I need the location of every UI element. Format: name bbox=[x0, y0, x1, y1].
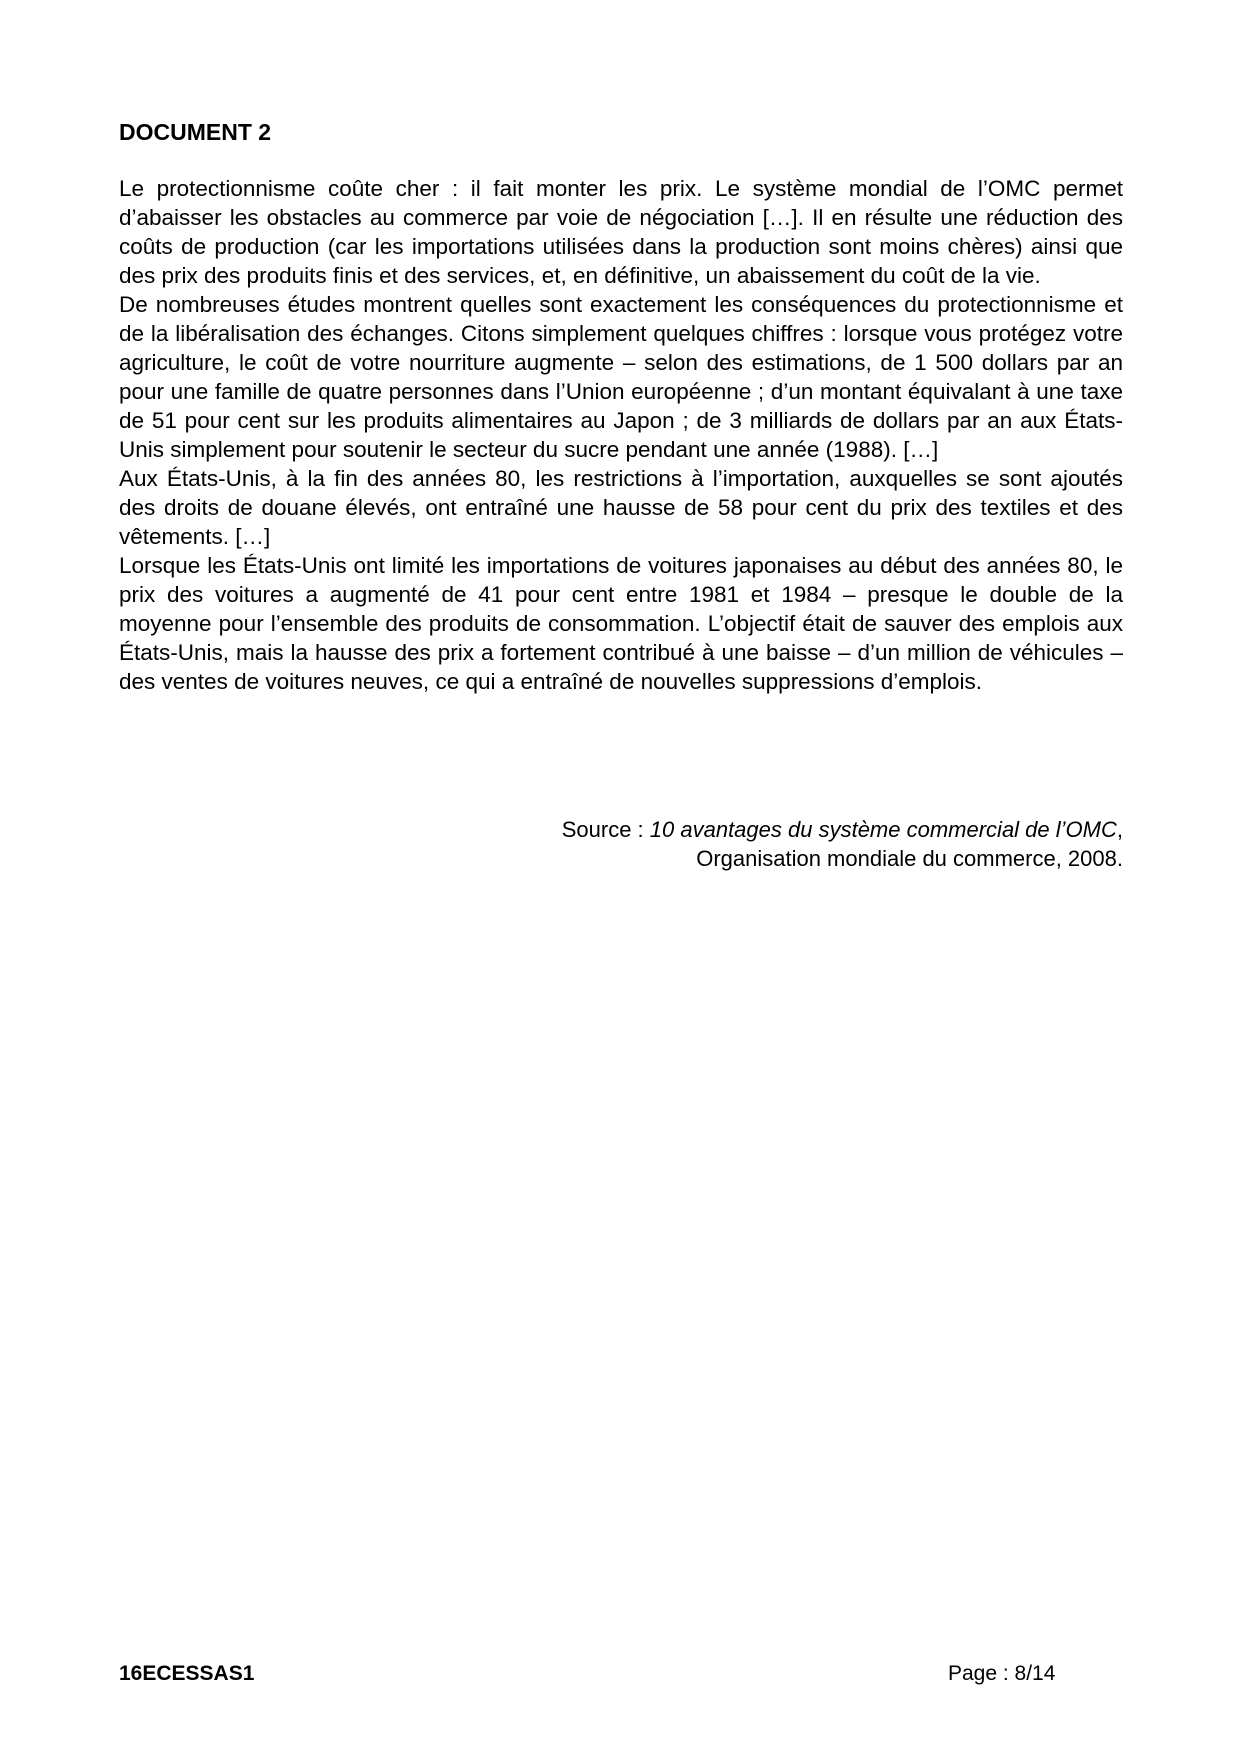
source-prefix: Source : bbox=[561, 817, 650, 842]
paragraph-4: Lorsque les États-Unis ont limité les importations de voitures japonaises au début des années 80, le prix des voitures a augmenté de 41 pour cent entre 1981 et 1984 – presque le double de la moyenne pour l’ensemble des produits de consommation. L’objectif était de sauver des emplois aux États-Unis, mais la hausse des prix a fortement contribué à une baisse – d’un million de véhicules – des ventes de voitures neuves, ce qui a entraîné de nouvelles suppressions d’emplois. bbox=[119, 553, 1123, 694]
footer-code: 16ECESSAS1 bbox=[119, 1662, 255, 1685]
paragraph-3: Aux États-Unis, à la fin des années 80, les restrictions à l’importation, auxquelles se sont ajoutés des droits de douane élevés, ont entraîné une hausse de 58 pour cent du prix des textiles et des vêtements. […] bbox=[119, 466, 1123, 549]
document-title: DOCUMENT 2 bbox=[119, 119, 272, 145]
paragraph-2: De nombreuses études montrent quelles sont exactement les conséquences du protectionnisme et de la libéralisation des échanges. Citons simplement quelques chiffres : lorsque vous protégez votre agriculture, le coût de votre nourriture augmente – selon des estimations, de 1 500 dollars par an pour une famille de quatre personnes dans l’Union européenne ; d’un montant équivalant à une taxe de 51 pour cent sur les produits alimentaires au Japon ; de 3 milliards de dollars par an aux États-Unis simplement pour soutenir le secteur du sucre pendant une année (1988). […] bbox=[119, 292, 1123, 462]
source-comma: , bbox=[1116, 817, 1123, 842]
paragraph-1: Le protectionnisme coûte cher : il fait monter les prix. Le système mondial de l’OMC permet d’abaisser les obstacles au commerce par voie de négociation […]. Il en résulte une réduction des coûts de production (car les importations utilisées dans la production sont moins chères) ainsi que des prix des produits finis et des services, et, en définitive, un abaissement du coût de la vie. bbox=[119, 176, 1123, 288]
document-body bbox=[119, 174, 1123, 696]
footer-page-number: Page : 8/14 bbox=[948, 1662, 1056, 1685]
source-title: 10 avantages du système commercial de l’OMC bbox=[649, 817, 1117, 842]
source-citation bbox=[562, 815, 1123, 873]
source-publisher: Organisation mondiale du commerce, 2008. bbox=[696, 846, 1123, 871]
source-line-1 bbox=[562, 815, 1123, 844]
